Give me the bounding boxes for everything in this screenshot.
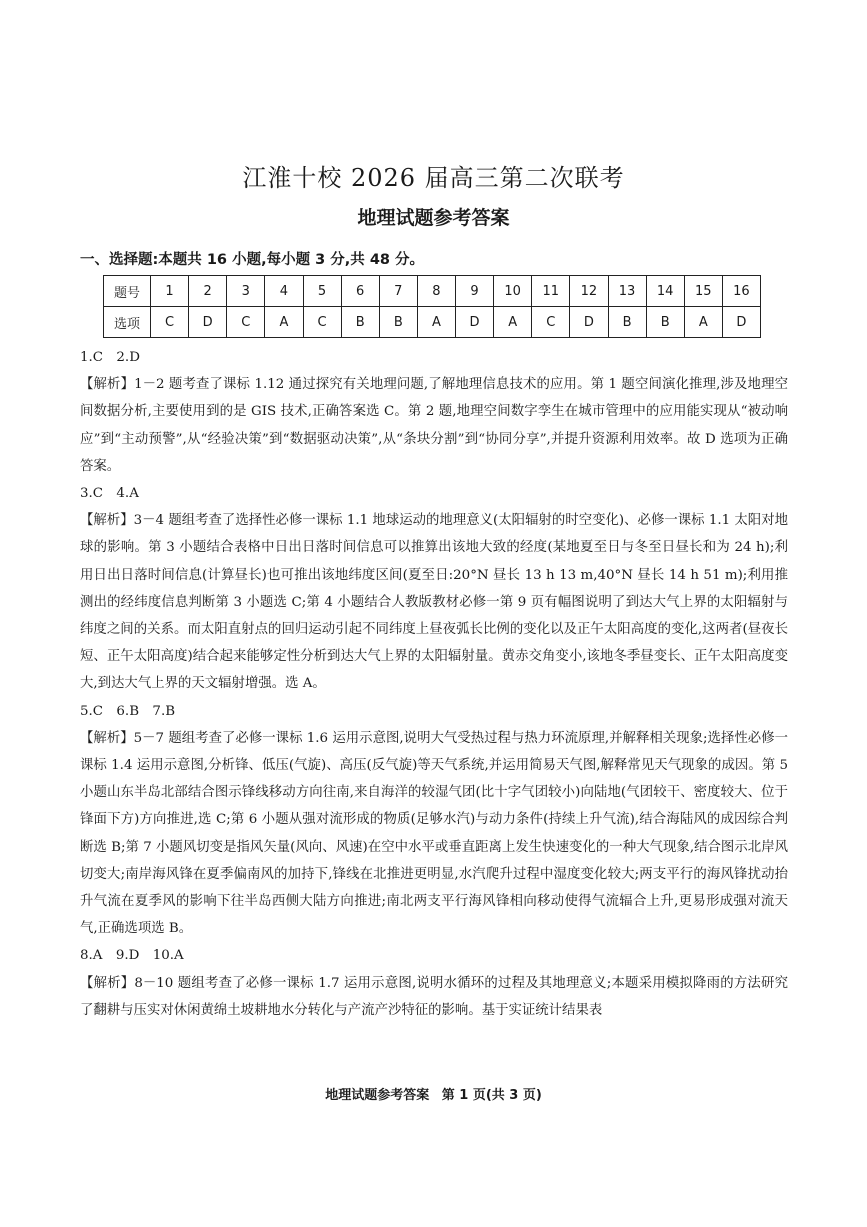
answer-line-8-10: 8.A 9.D 10.A xyxy=(80,948,184,964)
question-number: 11 xyxy=(532,276,570,307)
answer-option: A xyxy=(417,307,455,338)
question-number: 1 xyxy=(151,276,189,307)
answer-table xyxy=(103,275,761,338)
answer-line-3-4: 3.C 4.A xyxy=(80,486,139,502)
answer-option: B xyxy=(646,307,684,338)
answer-option: D xyxy=(456,307,494,338)
question-number: 7 xyxy=(379,276,417,307)
answer-option: A xyxy=(494,307,532,338)
analysis-8-10: 【解析】8－10 题组考查了必修一课标 1.7 运用示意图,说明水循环的过程及其地理意义;本题采用模拟降雨的方法研究了翻耕与压实对休闲黄绵土坡耕地水分转化与产流产沙特征的影响。基于实证统计结果表 xyxy=(80,975,788,1018)
question-number: 3 xyxy=(227,276,265,307)
answer-option: C xyxy=(151,307,189,338)
answer-option: D xyxy=(722,307,760,338)
page-footer xyxy=(0,1084,867,1103)
answer-option: A xyxy=(265,307,303,338)
footer-subject: 地理试题参考答案 xyxy=(325,1088,430,1103)
analysis-5-7: 【解析】5－7 题组考查了必修一课标 1.6 运用示意图,说明大气受热过程与热力环流原理,并解释相关现象;选择性必修一课标 1.4 运用示意图,分析锋、低压(气旋)、高压(反气旋)等天气系统,并运用简易天气图,解释常见天气现象的成因。第 5 小题山东半岛北部结合图示锋线移动方向往南,来自海洋的较湿气团(比十字气团较小)向陆地(气团较干、密度较大、位于锋面下方)方向推进,选 C;第 6 小题从强对流形成的物质(足够水汽)与动力条件(持续上升气流),结合海陆风的成因综合判断选 B;第 7 小题风切变是指风矢量(风向、风速)在空中水平或垂直距离上发生快速变化的一种大气现象,结合图示北岸风切变大;南岸海风锋在夏季偏南风的加持下,锋线在北推进更明显,水汽爬升过程中湿度变化较大;两支平行的海风锋扰动抬升气流在夏季风的影响下往半岛西侧大陆方向推进;南北两支平行海风锋相向移动使得气流辐合上升,更易形成强对流天气,正确选项选 B。 xyxy=(80,730,788,937)
page-subtitle: 地理试题参考答案 xyxy=(357,207,510,229)
answer-option: D xyxy=(189,307,227,338)
row-label-option: 选项 xyxy=(104,307,151,338)
question-number: 2 xyxy=(189,276,227,307)
answer-option: C xyxy=(532,307,570,338)
answer-table-option-row xyxy=(104,307,761,338)
analysis-content xyxy=(80,344,788,1024)
answer-option: D xyxy=(570,307,608,338)
answer-option: C xyxy=(227,307,265,338)
analysis-3-4: 【解析】3－4 题组考查了选择性必修一课标 1.1 地球运动的地理意义(太阳辐射的时空变化)、必修一课标 1.1 太阳对地球的影响。第 3 小题结合表格中日出日落时间信息可以推算出该地大致的经度(某地夏至日与冬至日昼长和为 24 h);利用日出日落时间信息(计算昼长)也可推出该地纬度区间(夏至日:20°N 昼长 13 h 13 m,40°N 昼长 14 h 51 m);利用推测出的经纬度信息判断第 3 小题选 C;第 4 小题结合人教版教材必修一第 9 页有幅图说明了到达大气上界的太阳辐射与纬度之间的关系。而太阳直射点的回归运动引起不同纬度上昼夜弧长比例的变化以及正午太阳高度的变化,这两者(昼夜长短、正午太阳高度)结合起来能够定性分析到达大气上界的太阳辐射量。黄赤交角变小,该地冬季昼变长、正午太阳高度变大,到达大气上界的天文辐射增强。选 A。 xyxy=(80,513,788,692)
answer-option: B xyxy=(379,307,417,338)
answer-table-number-row xyxy=(104,276,761,307)
question-number: 15 xyxy=(684,276,722,307)
question-number: 13 xyxy=(608,276,646,307)
answer-option: B xyxy=(341,307,379,338)
question-number: 6 xyxy=(341,276,379,307)
answer-option: A xyxy=(684,307,722,338)
question-number: 10 xyxy=(494,276,532,307)
question-number: 4 xyxy=(265,276,303,307)
question-number: 16 xyxy=(722,276,760,307)
analysis-1-2: 【解析】1－2 题考查了课标 1.12 通过探究有关地理问题,了解地理信息技术的应用。第 1 题空间演化推理,涉及地理空间数据分析,主要使用到的是 GIS 技术,正确答案选 C。第 2 题,地理空间数字孪生在城市管理中的应用能实现从“被动响应”到“主动预警”,从“经验决策”到“数据驱动决策”,从“条块分割”到“协同分享”,并提升资源利用效率。故 D 选项为正确答案。 xyxy=(80,377,788,474)
question-number: 14 xyxy=(646,276,684,307)
answer-option: B xyxy=(608,307,646,338)
question-number: 5 xyxy=(303,276,341,307)
footer-page-number: 第 1 页(共 3 页) xyxy=(441,1088,542,1103)
answer-line-1-2: 1.C 2.D xyxy=(80,350,140,365)
answer-option: C xyxy=(303,307,341,338)
row-label-number: 题号 xyxy=(104,276,151,307)
section-heading: 一、选择题:本题共 16 小题,每小题 3 分,共 48 分。 xyxy=(80,252,425,268)
question-number: 9 xyxy=(456,276,494,307)
page-title: 江淮十校 2026 届高三第二次联考 xyxy=(242,164,625,192)
answer-line-5-7: 5.C 6.B 7.B xyxy=(80,703,176,719)
question-number: 12 xyxy=(570,276,608,307)
question-number: 8 xyxy=(417,276,455,307)
